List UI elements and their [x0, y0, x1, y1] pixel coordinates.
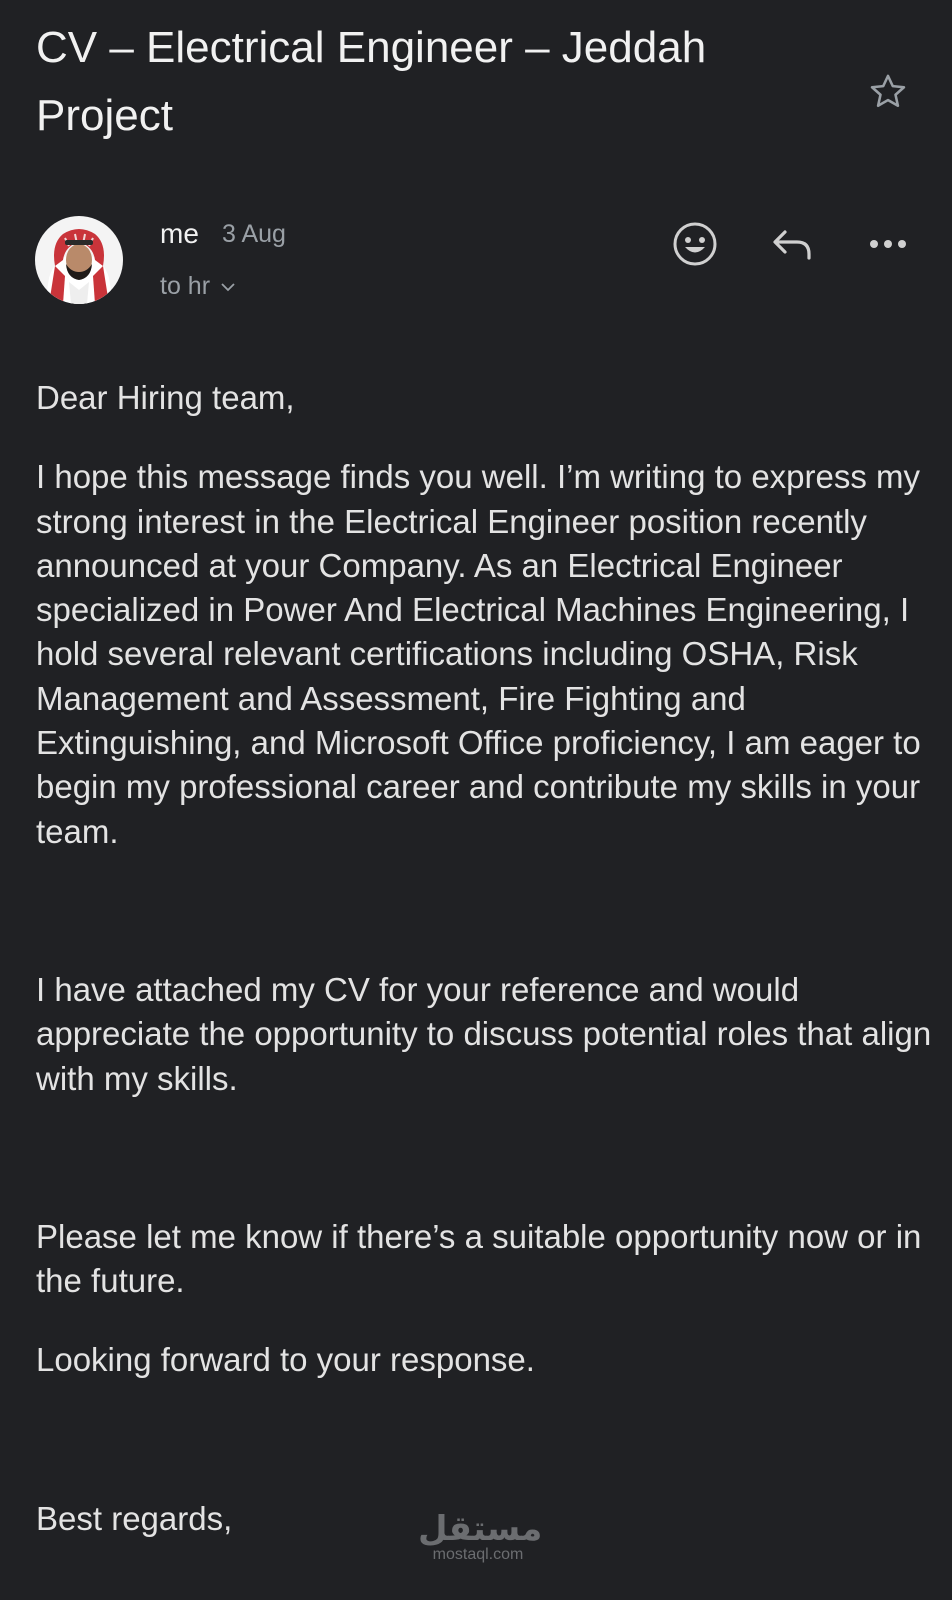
- body-paragraph-request: Please let me know if there’s a suitable opportunity now or in the future.: [36, 1217, 922, 1300]
- recipient-label: to hr: [160, 272, 211, 300]
- watermark-latin: mostaql.com: [432, 1546, 524, 1563]
- closing-signoff: Best regards,: [36, 1499, 233, 1537]
- chevron-down-icon: [220, 282, 236, 292]
- more-options-button[interactable]: [864, 220, 912, 268]
- recipient-details-toggle[interactable]: [160, 272, 236, 301]
- add-reaction-button[interactable]: [671, 220, 719, 268]
- star-button[interactable]: [864, 68, 912, 116]
- body-paragraph-main: I hope this message finds you well. I’m writing to express my strong interest in the Electrical Engineer position recently announced at your Company. As an Electrical Engineer specialized in Power And Electrical Machines Engineering, I hold several relevant certifications including OSHA, Risk Management and Assessment, Fire Fighting and Extinguishing, and Microsoft Office proficiency, I am eager to begin my professional career and contribute my skills in your team.: [36, 458, 921, 850]
- email-body: [36, 376, 936, 1541]
- greeting: Dear Hiring team,: [36, 379, 295, 416]
- more-horizontal-icon: [868, 238, 908, 250]
- reply-button[interactable]: [768, 220, 816, 268]
- body-paragraph-attachment: I have attached my CV for your reference and would appreciate the opportunity to discuss potential roles that align with my skills.: [36, 970, 932, 1097]
- sent-date: 3 Aug: [222, 220, 286, 248]
- email-subject: CV – Electrical Engineer – Jeddah Project: [36, 23, 707, 140]
- watermark-arabic: مستقل: [418, 1509, 543, 1549]
- reply-icon: [771, 227, 813, 261]
- sender-name[interactable]: me: [160, 218, 199, 249]
- avatar-image: [35, 216, 123, 304]
- body-paragraph-closing-line: Looking forward to your response.: [36, 1341, 535, 1379]
- star-outline-icon: [866, 70, 910, 114]
- emoji-reaction-icon: [672, 221, 718, 267]
- watermark-logo: [418, 1509, 543, 1564]
- sender-avatar[interactable]: [35, 216, 123, 304]
